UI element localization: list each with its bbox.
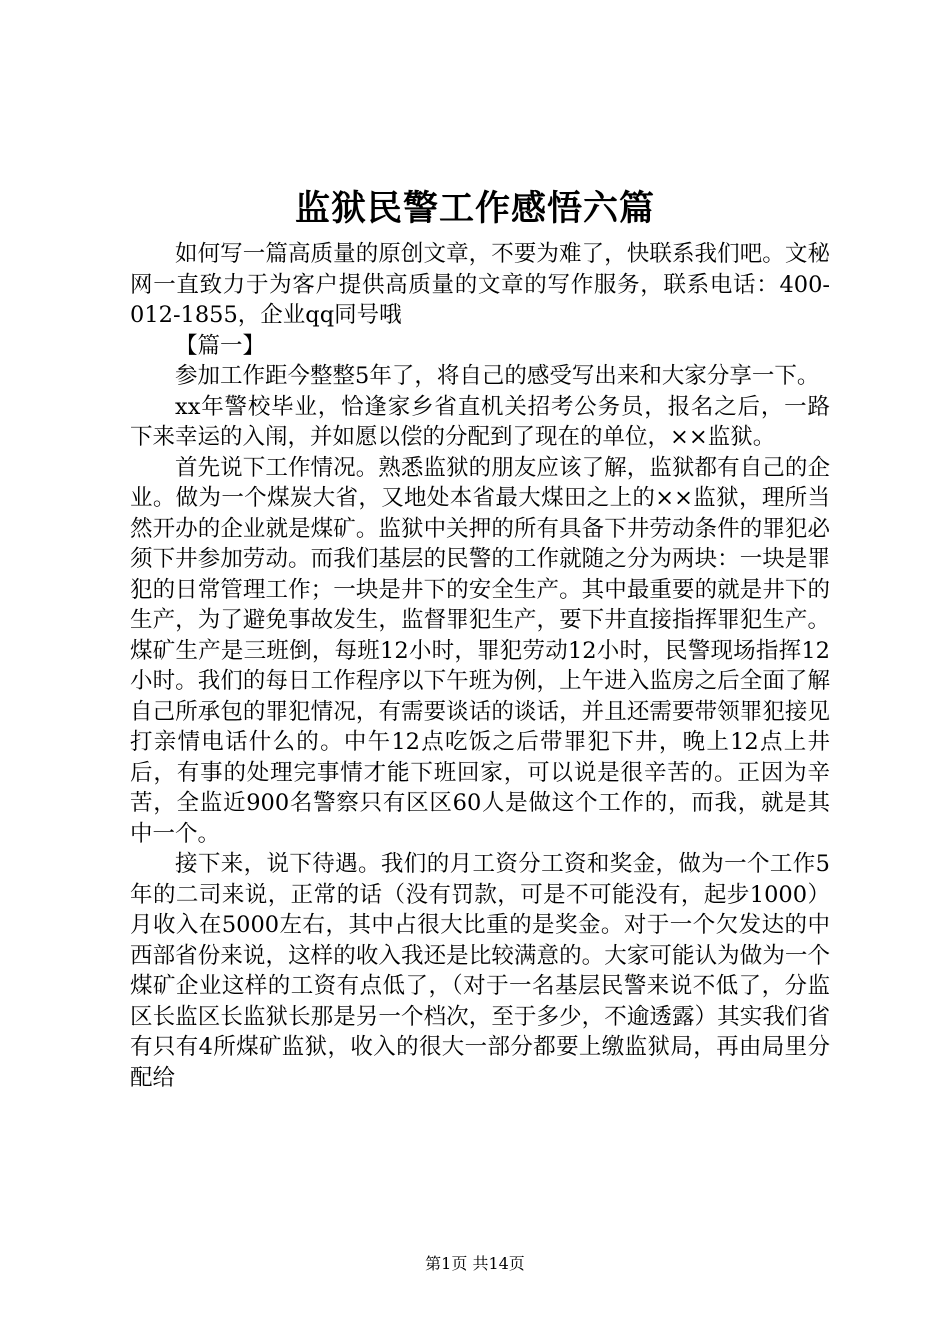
intro-paragraph: 如何写一篇高质量的原创文章，不要为难了，快联系我们吧。文秘网一直致力于为客户提供高质量的文章的写作服务，联系电话：400-012-1855，企业qq同号哦 <box>130 241 830 328</box>
document-body <box>130 239 830 1093</box>
body-paragraph: xx年警校毕业，恰逢家乡省直机关招考公务员，报名之后，一路下来幸运的入闱，并如愿以偿的分配到了现在的单位，××监狱。 <box>130 393 830 450</box>
body-paragraph: 首先说下工作情况。熟悉监狱的朋友应该了解，监狱都有自己的企业。做为一个煤炭大省，又地处本省最大煤田之上的××监狱，理所当然开办的企业就是煤矿。监狱中关押的所有具备下井劳动条件的罪犯必须下井参加劳动。而我们基层的民警的工作就随之分为两块：一块是罪犯的日常管理工作；一块是井下的安全生产。其中最重要的就是井下的生产，为了避免事故发生，监督罪犯生产，要下井直接指挥罪犯生产。煤矿生产是三班倒，每班12小时，罪犯劳动12小时，民警现场指挥12小时。我们的每日工作程序以下午班为例，上午进入监房之后全面了解自己所承包的罪犯情况，有需要谈话的谈话，并且还需要带领罪犯接见打亲情电话什么的。中午12点吃饭之后带罪犯下井，晚上12点上井后，有事的处理完事情才能下班回家，可以说是很辛苦的。正因为辛苦，全监近900名警察只有区区60人是做这个工作的，而我，就是其中一个。 <box>130 454 830 847</box>
body-paragraph: 参加工作距今整整5年了，将自己的感受写出来和大家分享一下。 <box>175 363 820 389</box>
document-title: 监狱民警工作感悟六篇 <box>294 188 655 229</box>
page-footer: 第1页 共14页 <box>425 1254 525 1273</box>
section-heading: 【篇一】 <box>175 332 266 359</box>
body-paragraph: 接下来，说下待遇。我们的月工资分工资和奖金，做为一个工作5年的二司来说，正常的话（没有罚款，可是不可能没有，起步1000）月收入在5000左右，其中占很大比重的是奖金。对于一个欠发达的中西部省份来说，这样的收入我还是比较满意的。大家可能认为做为一个煤矿企业这样的工资有点低了，（对于一名基层民警来说不低了，分监区长监区长监狱长那是另一个档次，至于多少，不逾透露）其实我们省有只有4所煤矿监狱，收入的很大一部分都要上缴监狱局，再由局里分配给 <box>130 851 830 1091</box>
